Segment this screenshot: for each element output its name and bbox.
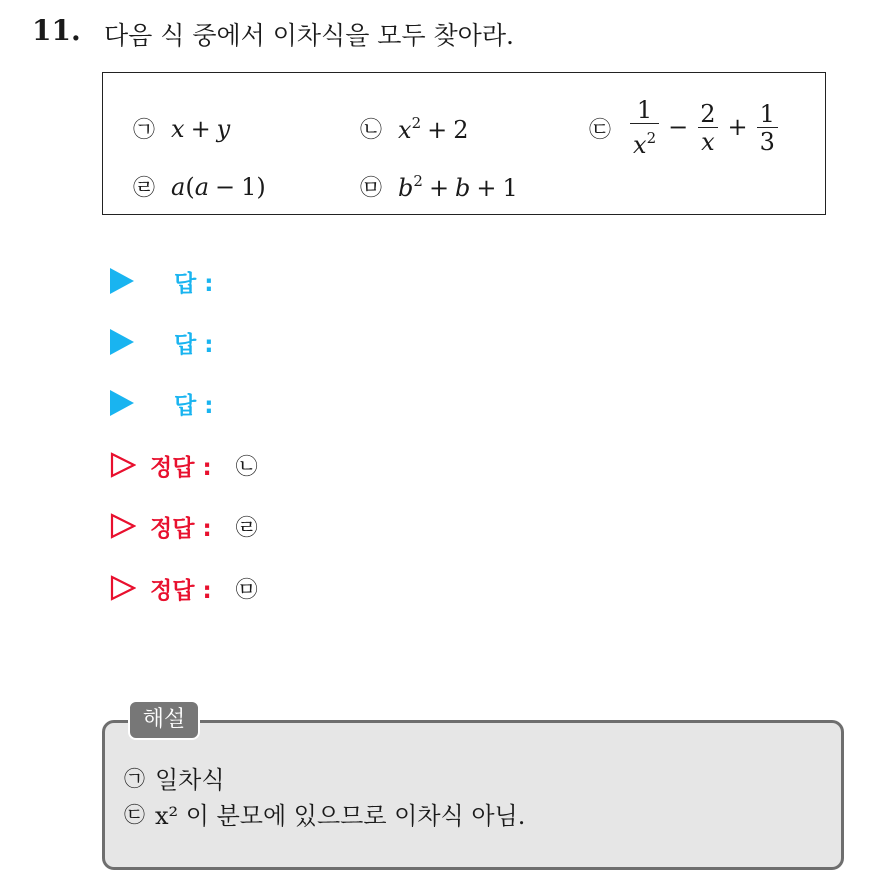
choice-expr-4: a(a − 1) [171,172,266,201]
answer-row-1 [110,266,213,296]
choice-expr-2: $x^2 + 2$ [398,113,469,144]
choices-box [102,72,826,215]
answer-row-2 [110,327,213,357]
answer-label: 답 : [174,392,214,419]
explanation-mark-2: ㉢ [124,802,145,827]
explanation-text-1: 일차식 [155,766,225,794]
choice-1 [133,113,230,144]
choice-3 [589,97,781,159]
explanation-box [102,720,844,870]
explanation-line-2 [124,796,525,831]
answer-label: 답 : [174,270,214,297]
correct-value: ㉡ [235,454,258,480]
correct-value: ㉤ [235,577,258,603]
correct-label: 정답 : [150,454,212,481]
choice-mark-4: ㉣ [133,176,156,201]
play-triangle-icon [110,329,134,355]
choice-expr-5: $b^2 + b + 1$ [398,171,518,202]
question-text: 다음 식 중에서 이차식을 모두 찾아라. [104,21,514,50]
choice-mark-2: ㉡ [360,118,383,143]
choice-expr-3: $\frac{1}{x^2}$ − $\frac{2}{x}$ + $\frac{1}{3}$ [627,97,781,159]
answer-label: 답 : [174,331,214,358]
outline-triangle-icon [110,452,136,478]
explanation-tab: 해설 [128,700,200,740]
correct-row-1 [110,450,258,480]
correct-label: 정답 : [150,577,212,604]
explanation-text-2: x² 이 분모에 있으므로 이차식 아님. [155,802,526,830]
question-number: 11. [32,14,81,47]
choice-mark-3: ㉢ [589,117,612,143]
choice-5 [360,171,518,202]
answer-row-3 [110,388,213,418]
choice-expr-1: x + y [171,114,231,143]
explanation-line-1 [124,760,225,795]
explanation-mark-1: ㉠ [124,766,145,791]
outline-triangle-icon [110,575,136,601]
correct-value: ㉣ [235,515,258,541]
choice-2 [360,113,469,144]
choice-4 [133,171,266,202]
correct-label: 정답 : [150,515,212,542]
play-triangle-icon [110,268,134,294]
choice-mark-1: ㉠ [133,118,156,143]
choice-mark-5: ㉤ [360,176,383,201]
outline-triangle-icon [110,513,136,539]
play-triangle-icon [110,390,134,416]
correct-row-2 [110,511,258,541]
correct-row-3 [110,573,258,603]
